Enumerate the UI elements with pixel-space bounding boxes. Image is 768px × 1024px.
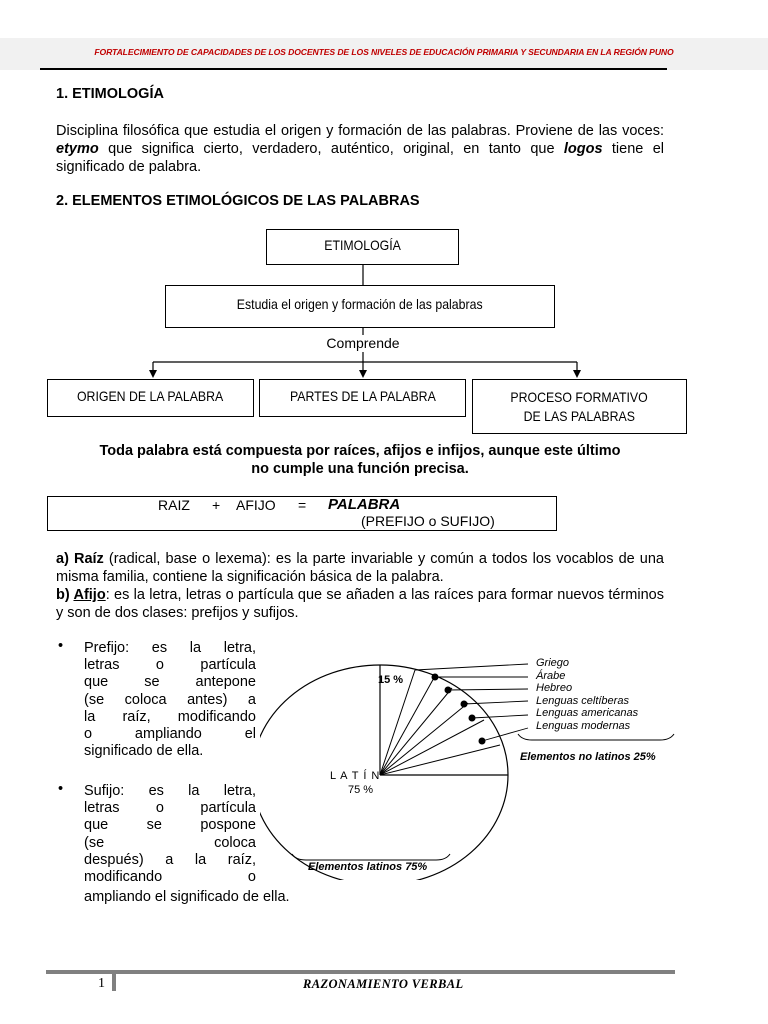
diagram-child-partes: PARTES DE LA PALABRA <box>259 379 466 417</box>
latin-caption: Elementos latinos 75% <box>308 861 428 873</box>
formula-note: (PREFIJO o SUFIJO) <box>361 513 495 529</box>
prefijo-text: Prefijo: es la letra, letras o partícula que se antepone (se coloca antes) a la raíz, modificando o ampliando el <box>84 640 256 743</box>
nonlatin-caption: Elementos no latinos 25% <box>520 751 656 763</box>
page-number: 1 <box>98 976 105 991</box>
diagram-root-box: ETIMOLOGÍA <box>266 229 459 265</box>
statement-line-2: no cumple una función precisa. <box>251 461 469 477</box>
statement-line-1: Toda palabra está compuesta por raíces, afijos e infijos, aunque este último <box>99 443 621 459</box>
prefijo-last-line: significado de ella. <box>84 743 204 759</box>
legend-celtiberas: Lenguas celtíberas <box>536 694 629 707</box>
formula-palabra: PALABRA <box>328 496 401 513</box>
pie-nonlatin-percent: 15 % <box>378 674 404 686</box>
diagram-definition-box: Estudia el origen y formación de las palabras <box>165 285 555 328</box>
bullet-prefijo: • <box>58 638 64 654</box>
diagram-child-origen: ORIGEN DE LA PALABRA <box>47 379 254 417</box>
pie-latin-label: L A T Í N <box>330 770 381 782</box>
section-2-title: 2. ELEMENTOS ETIMOLÓGICOS DE LAS PALABRAS <box>56 193 420 209</box>
footer-mark <box>112 974 116 991</box>
diagram-connectors <box>0 0 768 440</box>
sufijo-last-line: ampliando el significado de ella. <box>84 889 290 905</box>
formula-raiz: RAIZ <box>158 497 190 513</box>
legend-hebreo: Hebreo <box>536 682 573 695</box>
pie-latin-percent: 75 % <box>348 784 374 796</box>
legend-griego: Griego <box>536 657 570 669</box>
definition-afijo: b) Afijo: es la letra, letras o partícula que se añaden a las raíces para formar nuevos términos y son de dos clases: prefijos y sufijos. <box>56 587 664 621</box>
diagram-child-proceso: PROCESO FORMATIVO DE LAS PALABRAS <box>472 379 687 434</box>
term-etymo: etymo <box>56 141 99 157</box>
footer-rule <box>46 970 675 974</box>
diagram-connector-label: Comprende <box>300 335 426 351</box>
section-1-paragraph: Disciplina filosófica que estudia el origen y formación de las palabras. Proviene de las voces: etymo que significa cierto, verdadero, auténtico, original, en tanto que logos tiene el significado de palabra. <box>56 123 664 175</box>
bullet-sufijo: • <box>58 781 64 797</box>
formula-plus: + <box>212 497 221 513</box>
legend-americanas: Lenguas americanas <box>536 707 639 720</box>
document-header: FORTALECIMIENTO DE CAPACIDADES DE LOS DOCENTES DE LOS NIVELES DE EDUCACIÓN PRIMARIA Y SECUNDARIA EN LA REGIÓN PUNO <box>94 47 674 57</box>
formula-afijo: AFIJO <box>236 497 276 513</box>
formula-equals: = <box>298 497 307 513</box>
pie-legend <box>536 657 638 733</box>
sufijo-text: Sufijo: es la letra, letras o partícula que se pospone (se coloca después) a la raíz, modificando o <box>84 783 256 886</box>
footer-title: RAZONAMIENTO VERBAL <box>303 977 464 991</box>
legend-modernas: Lenguas modernas <box>536 719 631 732</box>
term-logos: logos <box>563 141 603 157</box>
definition-raiz: a) Raíz (radical, base o lexema): es la parte invariable y común a todos los vocablos de una misma familia, contiene la significación básica de la palabra. <box>56 551 664 585</box>
legend-arabe: Árabe <box>536 669 566 682</box>
section-1-title: 1. ETIMOLOGÍA <box>56 86 164 102</box>
